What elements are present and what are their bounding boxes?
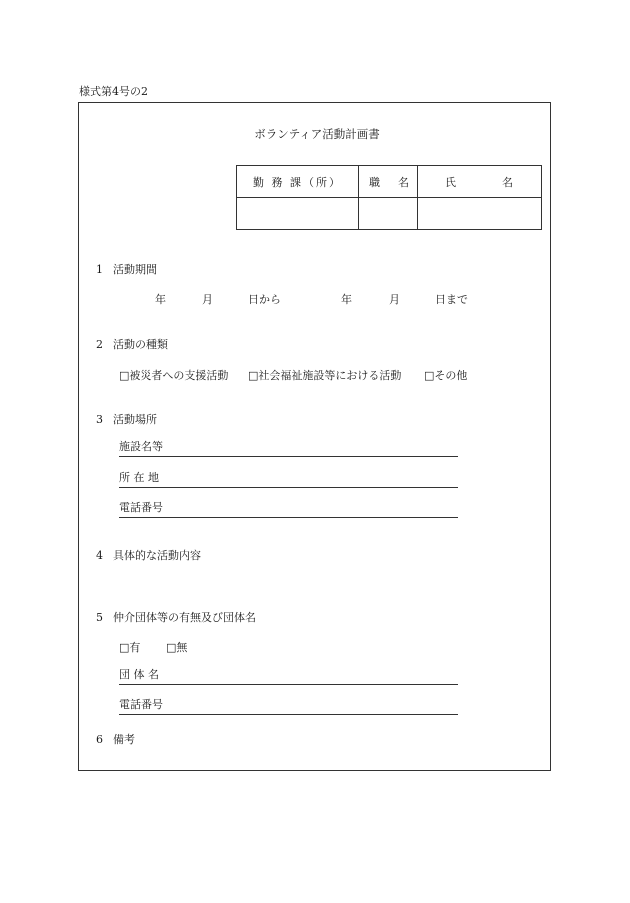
position-cell[interactable] <box>359 198 418 230</box>
checkbox-intermediary-yes[interactable]: □有 <box>119 641 141 654</box>
checkbox-disaster-support[interactable]: □被災者への支援活動 <box>119 369 229 382</box>
group-name-label: 団 体 名 <box>119 668 159 681</box>
document-title: ボランティア活動計画書 <box>254 127 380 141</box>
section-heading: 活動の種類 <box>113 338 168 351</box>
position-header-char2: 名 <box>398 175 409 189</box>
section-heading: 具体的な活動内容 <box>113 549 201 562</box>
section-intermediary-heading <box>96 609 256 625</box>
section-heading: 仲介団体等の有無及び団体名 <box>113 611 256 624</box>
department-cell[interactable] <box>237 198 359 230</box>
section-number: 6 <box>96 733 103 746</box>
signature-table <box>236 165 542 230</box>
section-activity-place-heading <box>96 411 157 427</box>
position-header <box>359 166 418 198</box>
group-phone-label: 電話番号 <box>119 698 163 711</box>
section-remarks-heading <box>96 731 135 747</box>
signature-table-entry-row <box>237 198 542 230</box>
address-label: 所 在 地 <box>119 471 159 484</box>
section-heading: 活動場所 <box>113 413 157 426</box>
section-activity-period-heading <box>96 261 157 277</box>
place-phone-label: 電話番号 <box>119 501 163 514</box>
form-number: 様式第4号の2 <box>79 85 148 98</box>
checkbox-intermediary-no[interactable]: □無 <box>166 641 188 654</box>
activity-period-row <box>0 291 630 305</box>
checkbox-other[interactable]: □その他 <box>424 369 468 382</box>
section-number: 2 <box>96 338 103 351</box>
group-name-field[interactable] <box>119 669 458 685</box>
group-phone-field[interactable] <box>119 699 458 715</box>
day-from-label: 日から <box>248 293 281 306</box>
section-number: 4 <box>96 549 103 562</box>
address-field[interactable] <box>119 472 458 488</box>
section-number: 3 <box>96 413 103 426</box>
name-header-char1: 氏 <box>445 175 456 189</box>
month-from-label: 月 <box>202 293 213 306</box>
month-to-label: 月 <box>389 293 400 306</box>
place-phone-field[interactable] <box>119 502 458 518</box>
section-number: 5 <box>96 611 103 624</box>
name-header-char2: 名 <box>502 175 513 189</box>
section-activity-type-heading <box>96 336 168 352</box>
year-from-label: 年 <box>155 293 166 306</box>
facility-name-field[interactable] <box>119 441 458 457</box>
name-cell[interactable] <box>418 198 542 230</box>
checkbox-welfare-facility[interactable]: □社会福祉施設等における活動 <box>248 369 402 382</box>
signature-table-header-row <box>237 166 542 198</box>
name-header <box>418 166 542 198</box>
section-heading: 備考 <box>113 733 135 746</box>
department-header: 勤 務 課（所） <box>237 166 359 198</box>
position-header-char1: 職 <box>369 175 380 189</box>
section-heading: 活動期間 <box>113 263 157 276</box>
facility-name-label: 施設名等 <box>119 440 163 453</box>
day-to-label: 日まで <box>435 293 468 306</box>
section-number: 1 <box>96 263 103 276</box>
section-activity-details-heading <box>96 547 201 563</box>
year-to-label: 年 <box>341 293 352 306</box>
